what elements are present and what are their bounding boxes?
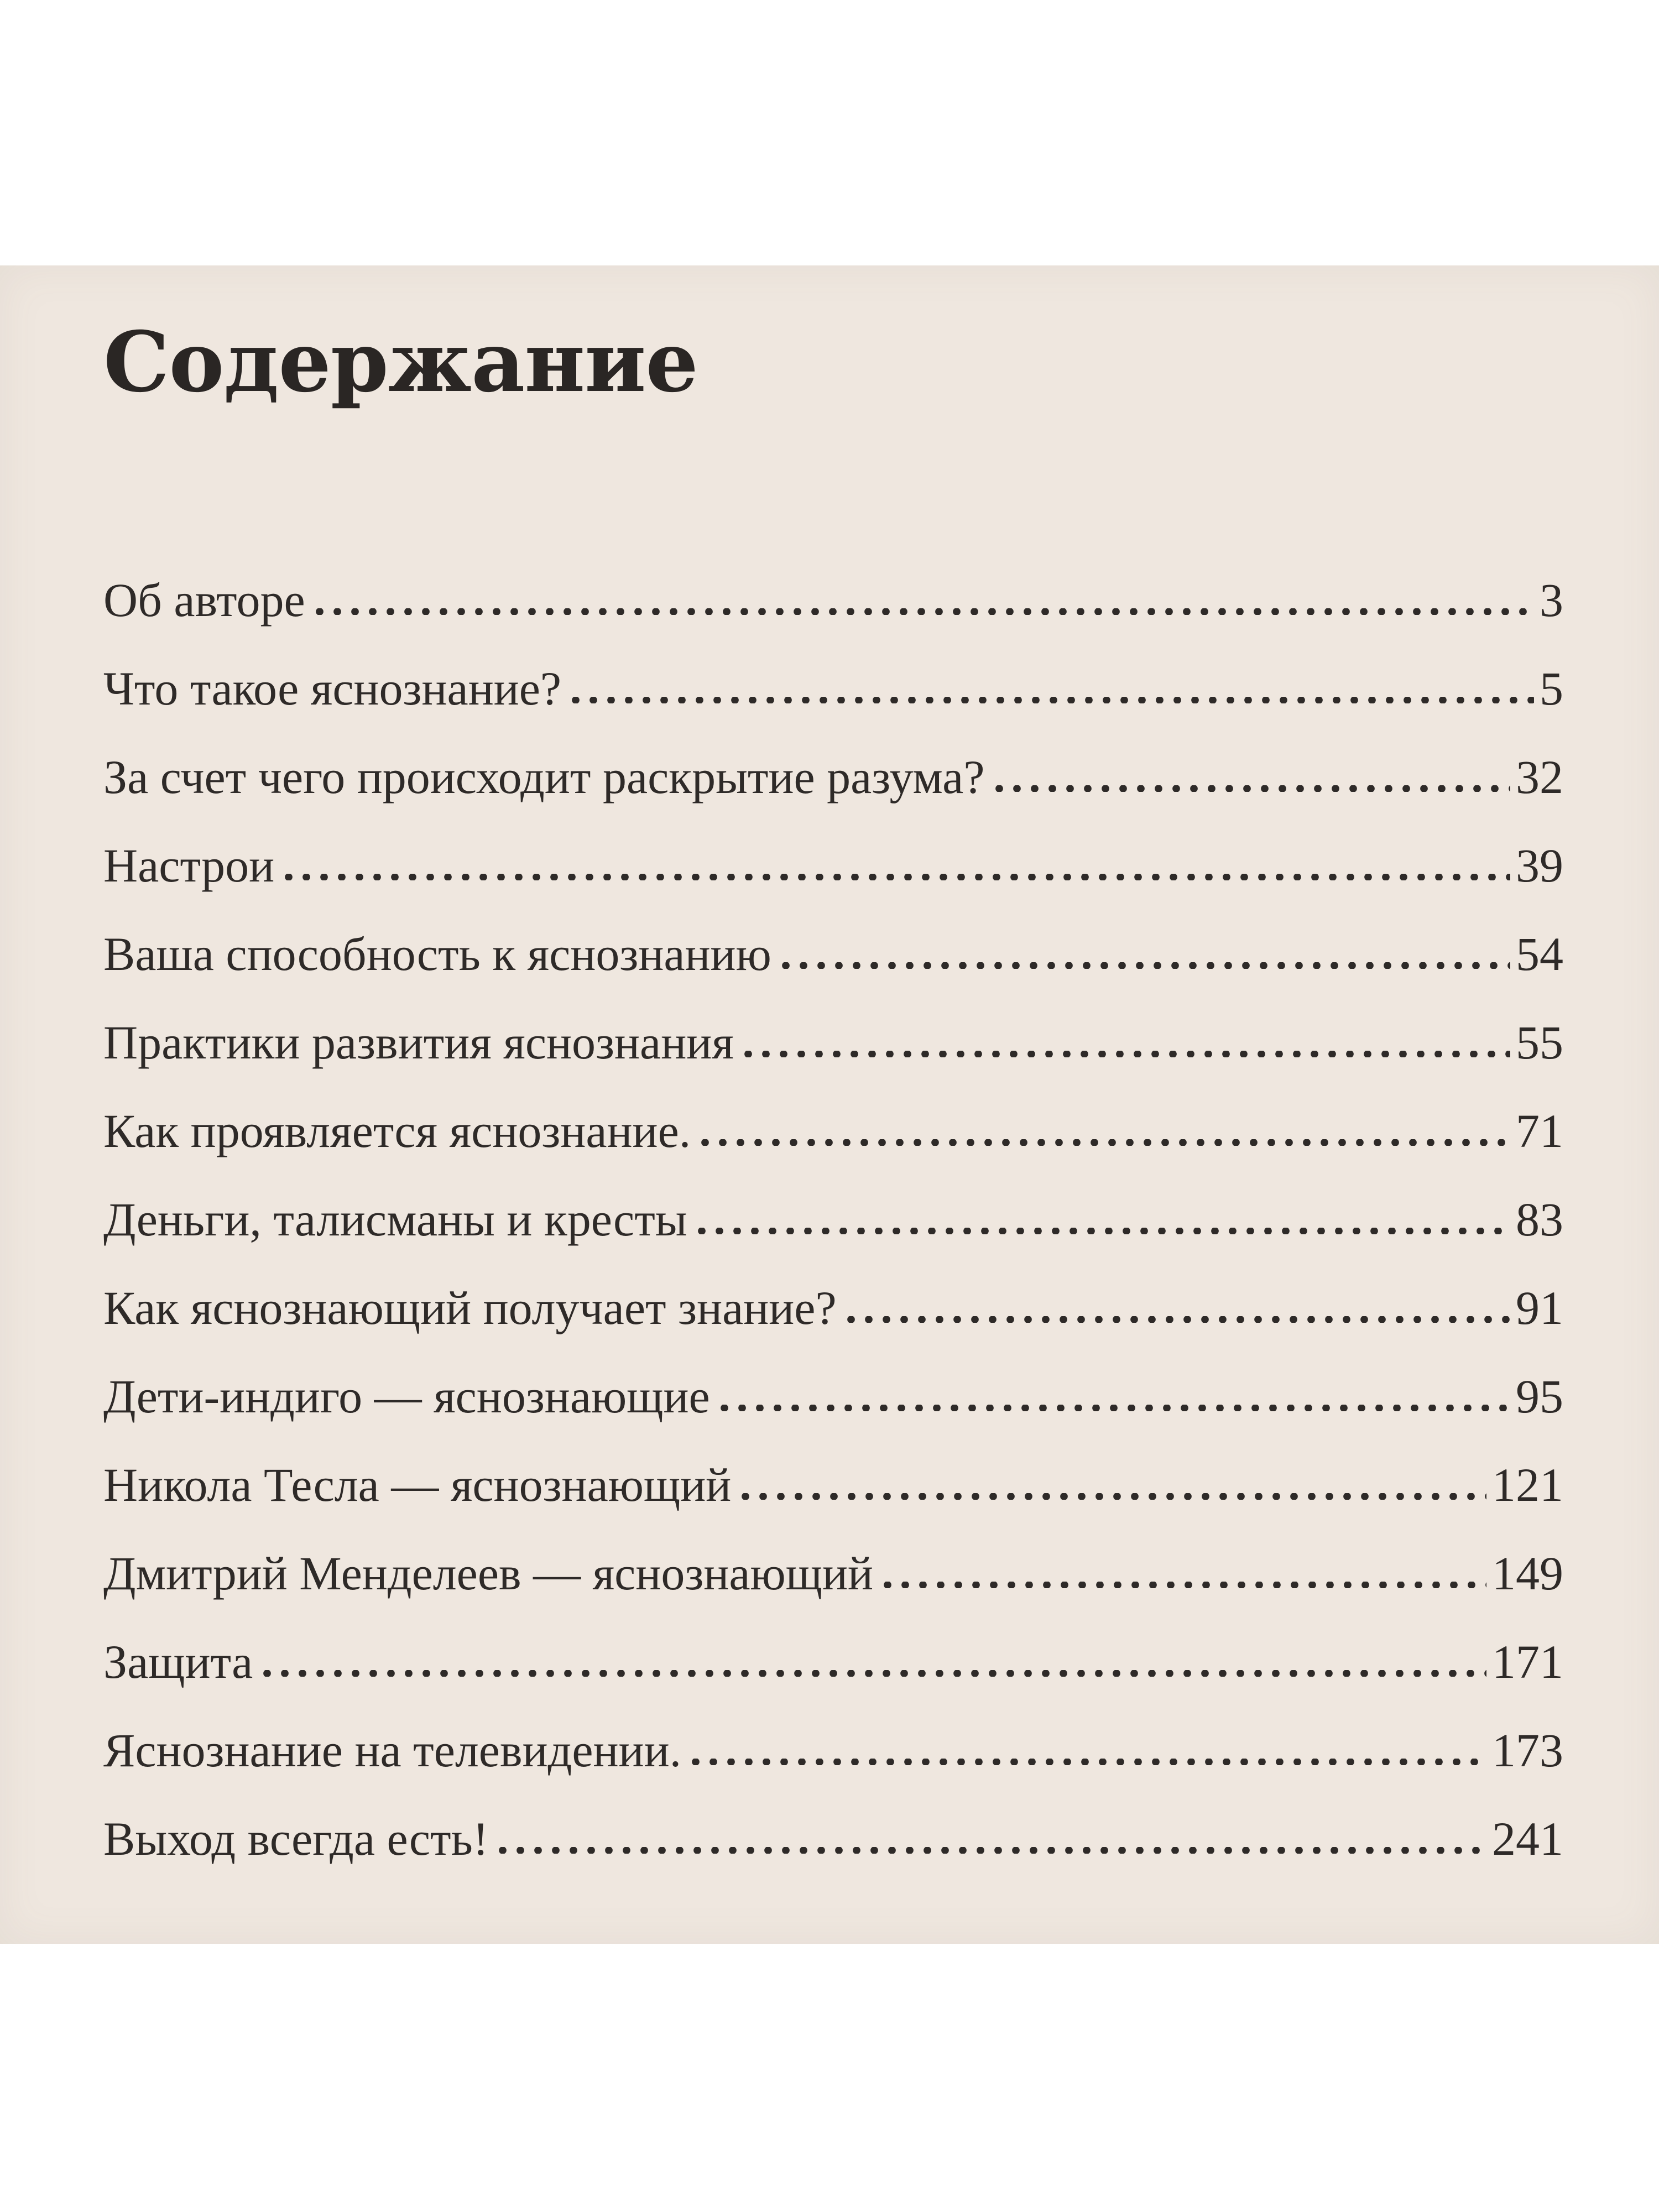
toc-entry-label: Дмитрий Менделеев — яснознающий bbox=[103, 1547, 874, 1600]
toc-entry-page-number: 121 bbox=[1492, 1458, 1563, 1511]
toc-entry-label: Настрои bbox=[103, 839, 275, 892]
toc-entry bbox=[103, 926, 1563, 1015]
toc-entry-label: Деньги, талисманы и кресты bbox=[103, 1193, 687, 1246]
page-title: Содержание bbox=[103, 314, 698, 411]
toc-entry bbox=[103, 572, 1563, 661]
toc-entry bbox=[103, 1723, 1563, 1811]
toc-entry-label: Яснознание на телевидении. bbox=[103, 1724, 682, 1777]
toc-entry-label: Защита bbox=[103, 1635, 253, 1688]
toc-entry-page-number: 3 bbox=[1540, 573, 1563, 627]
toc-entry bbox=[103, 1369, 1563, 1457]
table-of-contents bbox=[103, 572, 1563, 1900]
toc-dot-leader bbox=[842, 1316, 1510, 1323]
toc-entry-label: Практики развития яснознания bbox=[103, 1016, 734, 1069]
toc-entry bbox=[103, 1280, 1563, 1369]
toc-entry-label: Выход всегда есть! bbox=[103, 1812, 489, 1865]
toc-dot-leader bbox=[567, 697, 1534, 703]
toc-entry bbox=[103, 1015, 1563, 1103]
toc-dot-leader bbox=[494, 1847, 1486, 1854]
toc-entry bbox=[103, 1811, 1563, 1900]
toc-entry-page-number: 149 bbox=[1492, 1547, 1563, 1600]
toc-dot-leader bbox=[258, 1670, 1486, 1677]
toc-dot-leader bbox=[311, 608, 1534, 615]
toc-dot-leader bbox=[280, 874, 1510, 880]
toc-entry bbox=[103, 1192, 1563, 1280]
toc-entry bbox=[103, 749, 1563, 838]
book-page bbox=[0, 265, 1659, 1944]
toc-entry-page-number: 55 bbox=[1516, 1016, 1563, 1069]
toc-entry-page-number: 54 bbox=[1516, 927, 1563, 980]
toc-entry-label: Как проявляется яснознание. bbox=[103, 1104, 691, 1157]
toc-dot-leader bbox=[737, 1493, 1486, 1500]
toc-dot-leader bbox=[693, 1228, 1510, 1234]
toc-entry-page-number: 173 bbox=[1492, 1724, 1563, 1777]
toc-entry-page-number: 5 bbox=[1540, 662, 1563, 715]
toc-entry-label: Никола Тесла — яснознающий bbox=[103, 1458, 732, 1511]
toc-entry bbox=[103, 661, 1563, 749]
toc-entry-label: Дети-индиго — яснознающие bbox=[103, 1370, 710, 1423]
toc-dot-leader bbox=[687, 1759, 1486, 1765]
toc-entry-page-number: 95 bbox=[1516, 1370, 1563, 1423]
toc-entry-page-number: 91 bbox=[1516, 1281, 1563, 1334]
toc-dot-leader bbox=[716, 1405, 1510, 1411]
toc-entry-page-number: 171 bbox=[1492, 1635, 1563, 1688]
toc-dot-leader bbox=[777, 962, 1510, 969]
toc-entry-page-number: 71 bbox=[1516, 1104, 1563, 1157]
toc-entry-page-number: 32 bbox=[1516, 750, 1563, 804]
toc-entry-page-number: 241 bbox=[1492, 1812, 1563, 1865]
toc-entry bbox=[103, 1546, 1563, 1634]
toc-entry bbox=[103, 1634, 1563, 1723]
toc-entry-page-number: 39 bbox=[1516, 839, 1563, 892]
toc-entry-label: Ваша способность к яснознанию bbox=[103, 927, 771, 980]
toc-dot-leader bbox=[696, 1139, 1510, 1146]
toc-entry-label: Как яснознающий получает знание? bbox=[103, 1281, 837, 1334]
toc-entry-label: Что такое яснознание? bbox=[103, 662, 562, 715]
toc-entry-label: За счет чего происходит раскрытие разума? bbox=[103, 750, 985, 804]
toc-entry bbox=[103, 1457, 1563, 1546]
toc-dot-leader bbox=[879, 1582, 1486, 1588]
toc-dot-leader bbox=[990, 785, 1510, 792]
toc-entry-label: Об авторе bbox=[103, 573, 305, 627]
toc-entry bbox=[103, 1103, 1563, 1192]
toc-entry-page-number: 83 bbox=[1516, 1193, 1563, 1246]
toc-dot-leader bbox=[739, 1051, 1510, 1057]
toc-entry bbox=[103, 838, 1563, 926]
